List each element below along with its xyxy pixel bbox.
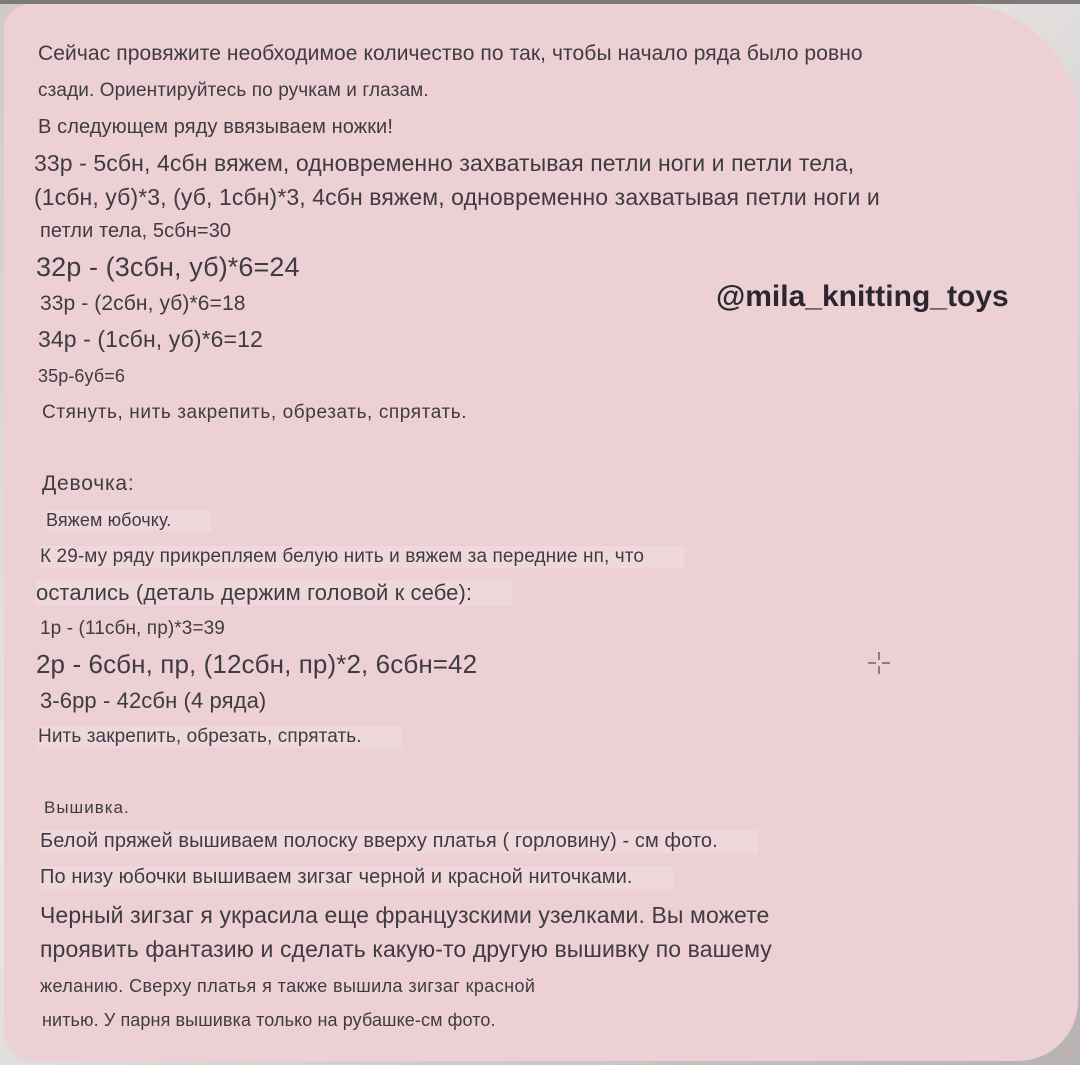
text-line-26: нитью. У парня вышивка только на рубашке-см фото. [42,1010,496,1030]
text-line-6: петли тела, 5сбн=30 [40,220,232,242]
text-line-13: Вяжем юбочку. [46,510,211,531]
text-line-18: 3-6рр - 42сбн (4 ряда) [40,688,267,713]
text-line-2: сзади. Ориентируйтесь по ручкам и глазам. [38,80,429,101]
text-line-7: 32р - (3сбн, уб)*6=24 [36,252,300,282]
text-line-17: 2р - 6сбн, пр, (12сбн, пр)*2, 6сбн=42 [36,649,478,679]
text-line-19: Нить закрепить, обрезать, спрятать. [38,726,402,748]
text-line-8: 33р - (2сбн, уб)*6=18 [40,292,246,315]
text-line-4: 33р - 5сбн, 4сбн вяжем, одновременно захватывая петли ноги и петли тела, [34,150,855,176]
text-line-5: (1сбн, уб)*3, (уб, 1сбн)*3, 4сбн вяжем, одновременно захватывая петли ноги и [34,184,880,210]
watermark-handle: @mila_knitting_toys [716,280,1009,313]
text-line-1: Сейчас провяжите необходимое количество по так, чтобы начало ряда было ровно [38,42,863,65]
crosshair-cursor-icon [866,650,892,676]
text-line-14: К 29-му ряду прикрепляем белую нить и вяжем за передние нп, что [40,546,684,568]
text-line-24: проявить фантазию и сделать какую-то другую вышивку по вашему [40,936,772,962]
text-line-16: 1р - (11сбн, пр)*3=39 [40,618,225,639]
text-line-11: Стянуть, нить закрепить, обрезать, спрятать. [42,402,468,423]
section-heading-girl: Девочка: [42,472,135,495]
text-line-22: По низу юбочки вышиваем зигзаг черной и красной ниточками. [40,866,673,889]
text-line-21: Белой пряжей вышиваем полоску вверху платья ( горловину) - см фото. [40,830,758,853]
pattern-sheet [4,4,1078,1061]
text-line-9: 34р - (1сбн, уб)*6=12 [38,326,263,352]
section-heading-embroidery: Вышивка. [44,798,130,817]
text-line-3: В следующем ряду ввязываем ножки! [38,116,393,138]
text-line-15: остались (деталь держим головой к себе): [36,580,512,606]
text-line-23: Черный зигзаг я украсила еще французскими узелками. Вы можете [40,902,770,928]
text-line-10: 35р-6уб=6 [38,366,125,386]
text-line-25: желанию. Сверху платья я также вышила зигзаг красной [40,976,536,996]
